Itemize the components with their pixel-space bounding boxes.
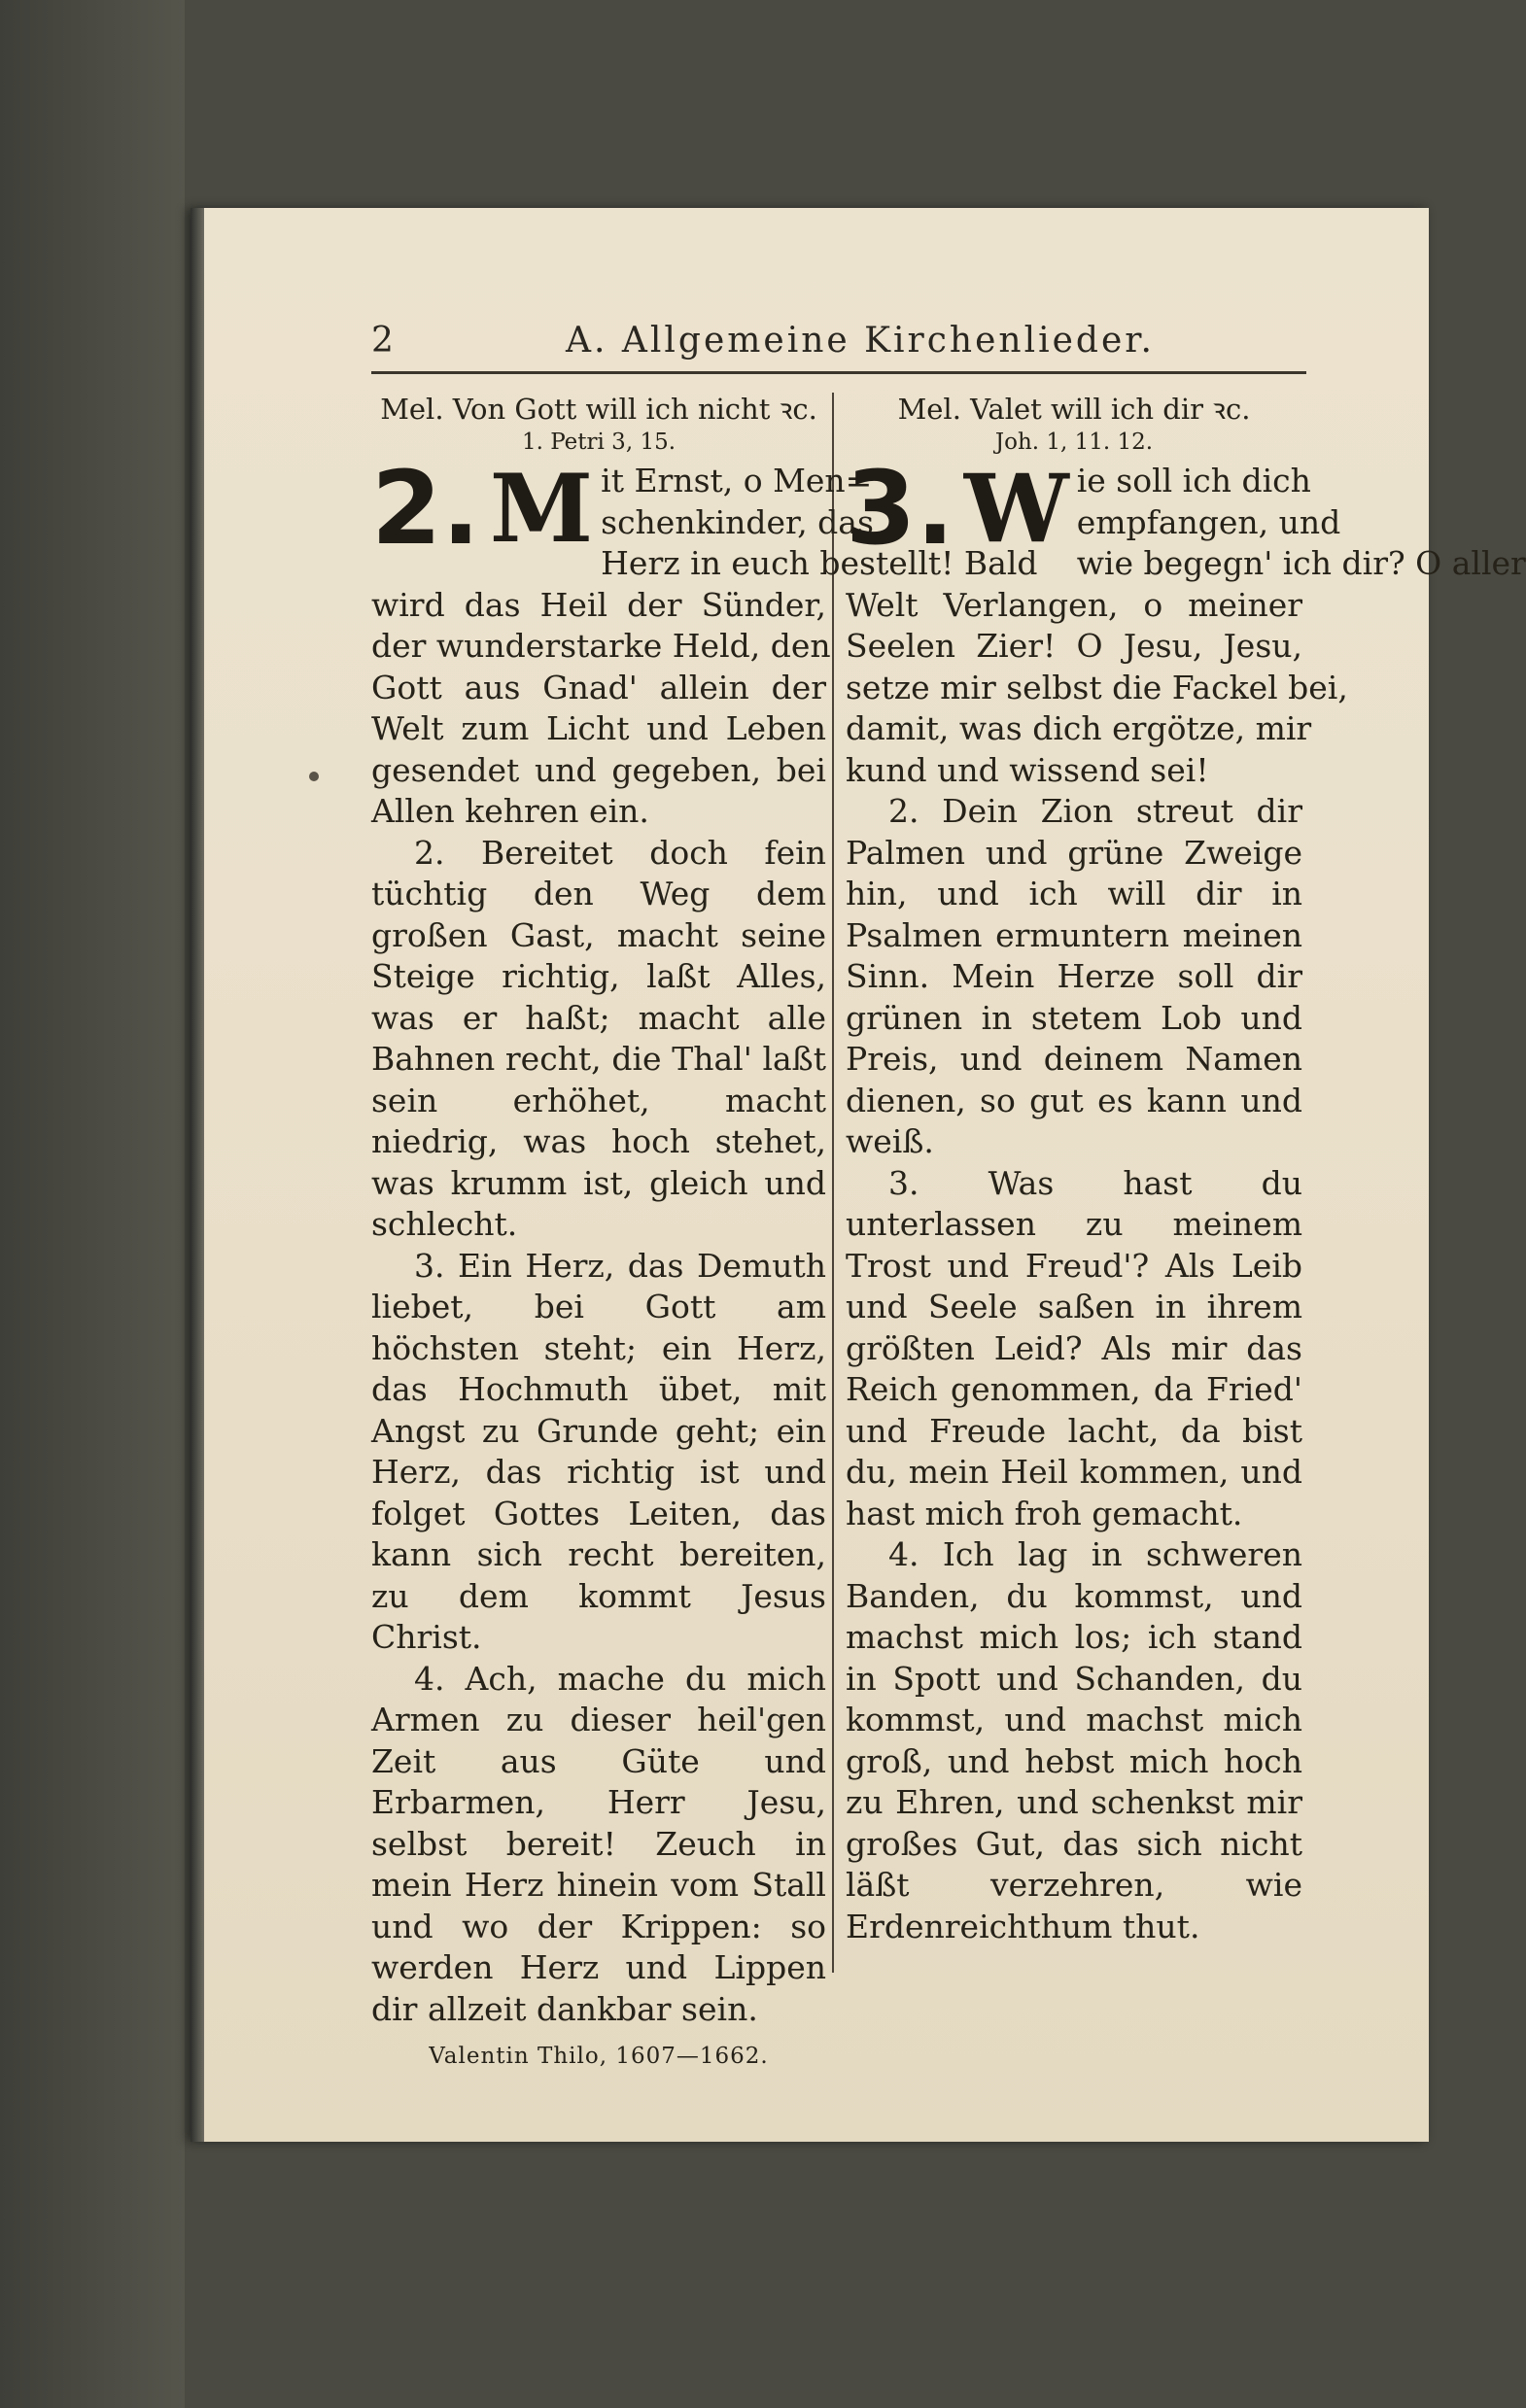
hymn-verse-4: 4. Ach, mache du mich Armen zu dieser heil'gen Zeit aus Güte und Erbarmen, Herr Jesu, selbst bereit! Zeuch in mein Herz hinein vom Stall und wo der Krippen: so werden Herz und Lippen dir allzeit dankbar sein. [371,1659,826,2028]
verse-line: ie soll ich dich [1076,462,1311,499]
verse-line: kund und wissend sei! [846,750,1209,789]
verse-line: Welt Verlangen, o meiner [846,585,1302,624]
verse-line: wie begegn' ich dir? O aller [1076,544,1526,582]
verse-line: wird das Heil der Sünder, [371,585,826,624]
column-divider [832,393,834,1973]
verse-line: Gott aus Gnad' allein der [371,668,826,706]
hymn-verse-2: 2. Dein Zion streut dir Palmen und grüne Zweige hin, und ich will dir in Psalmen ermuntern meinen Sinn. Mein Herze soll dir grünen in stetem Lob und Preis, und deinem Namen dienen, so gut es kann und weiß. [846,792,1302,1160]
verse-line: empfangen, und [1076,502,1341,541]
hymn-verse-4: 4. Ich lag in schweren Banden, du kommst, und machst mich los; ich stand in Spott und Schanden, du kommst, und machst mich groß, und hebst mich hoch zu Ehren, und schenkst mir großes Gut, das sich nicht läßt verzehren, wie Erdenreichthum thut. [846,1535,1302,1945]
drop-initial: W [963,454,1069,564]
verse-line: setze mir selbst die Fackel bei, [846,668,1348,706]
verse-line: it Ernst, o Men= [601,462,873,499]
section-title: A. Allgemeine Kirchenlieder. [566,321,1155,361]
melody-line: Mel. Von Gott will ich nicht ꝛc. [380,393,817,426]
hymn-number: 2. [371,449,480,568]
scan-background [0,0,185,2408]
running-head [371,321,1304,369]
scripture-reference: Joh. 1, 11. 12. [994,430,1154,455]
page-number: 2 [371,321,397,361]
verse-line: damit, was dich ergötze, mir [846,709,1312,747]
verse-line: Herz in euch bestellt! Bald [601,544,1038,582]
drop-initial: M [489,454,594,564]
hymn-verse-3: 3. Was hast du unterlassen zu meinem Trost und Freud'? Als Leib und Seele saßen in ihrem größten Leid? Als mir das Reich genommen, da Fried' und Freude lacht, da bist du, mein Heil kommen, und hast mich froh gemacht. [846,1163,1302,1532]
header-rule [371,371,1306,374]
page-binding-edge [191,208,204,2142]
verse-line: Allen kehren ein. [371,792,649,830]
paper-blemish [309,772,319,781]
hymn-verse-1 [846,449,1526,791]
right-column [846,391,1526,1947]
melody-line: Mel. Valet will ich dir ꝛc. [897,393,1251,426]
verse-line: schenkinder, das [601,502,874,541]
hymn-verse-2: 2. Bereitet doch fein tüchtig den Weg dem großen Gast, macht seine Steige richtig, laßt Alles, was er haßt; macht alle Bahnen recht, die Thal' laßt sein erhöhet, macht niedrig, was hoch stehet, was krumm ist, gleich und schlecht. [371,833,826,1243]
author-attribution: Valentin Thilo, 1607—1662. [429,2044,769,2069]
verse-line: Welt zum Licht und Leben [371,709,826,747]
hymn-number: 3. [846,449,954,568]
scripture-reference: 1. Petri 3, 15. [521,430,676,455]
verse-line: gesendet und gegeben, bei [371,750,826,789]
hymn-verse-3: 3. Ein Herz, das Demuth liebet, bei Gott am höchsten steht; ein Herz, das Hochmuth übet, mit Angst zu Grunde geht; ein Herz, das richtig ist und folget Gottes Leiten, das kann sich recht bereiten, zu dem kommt Jesus Christ. [371,1246,826,1656]
verse-line: Seelen Zier! O Jesu, Jesu, [846,627,1302,665]
verse-line: der wunderstarke Held, den [371,627,831,665]
